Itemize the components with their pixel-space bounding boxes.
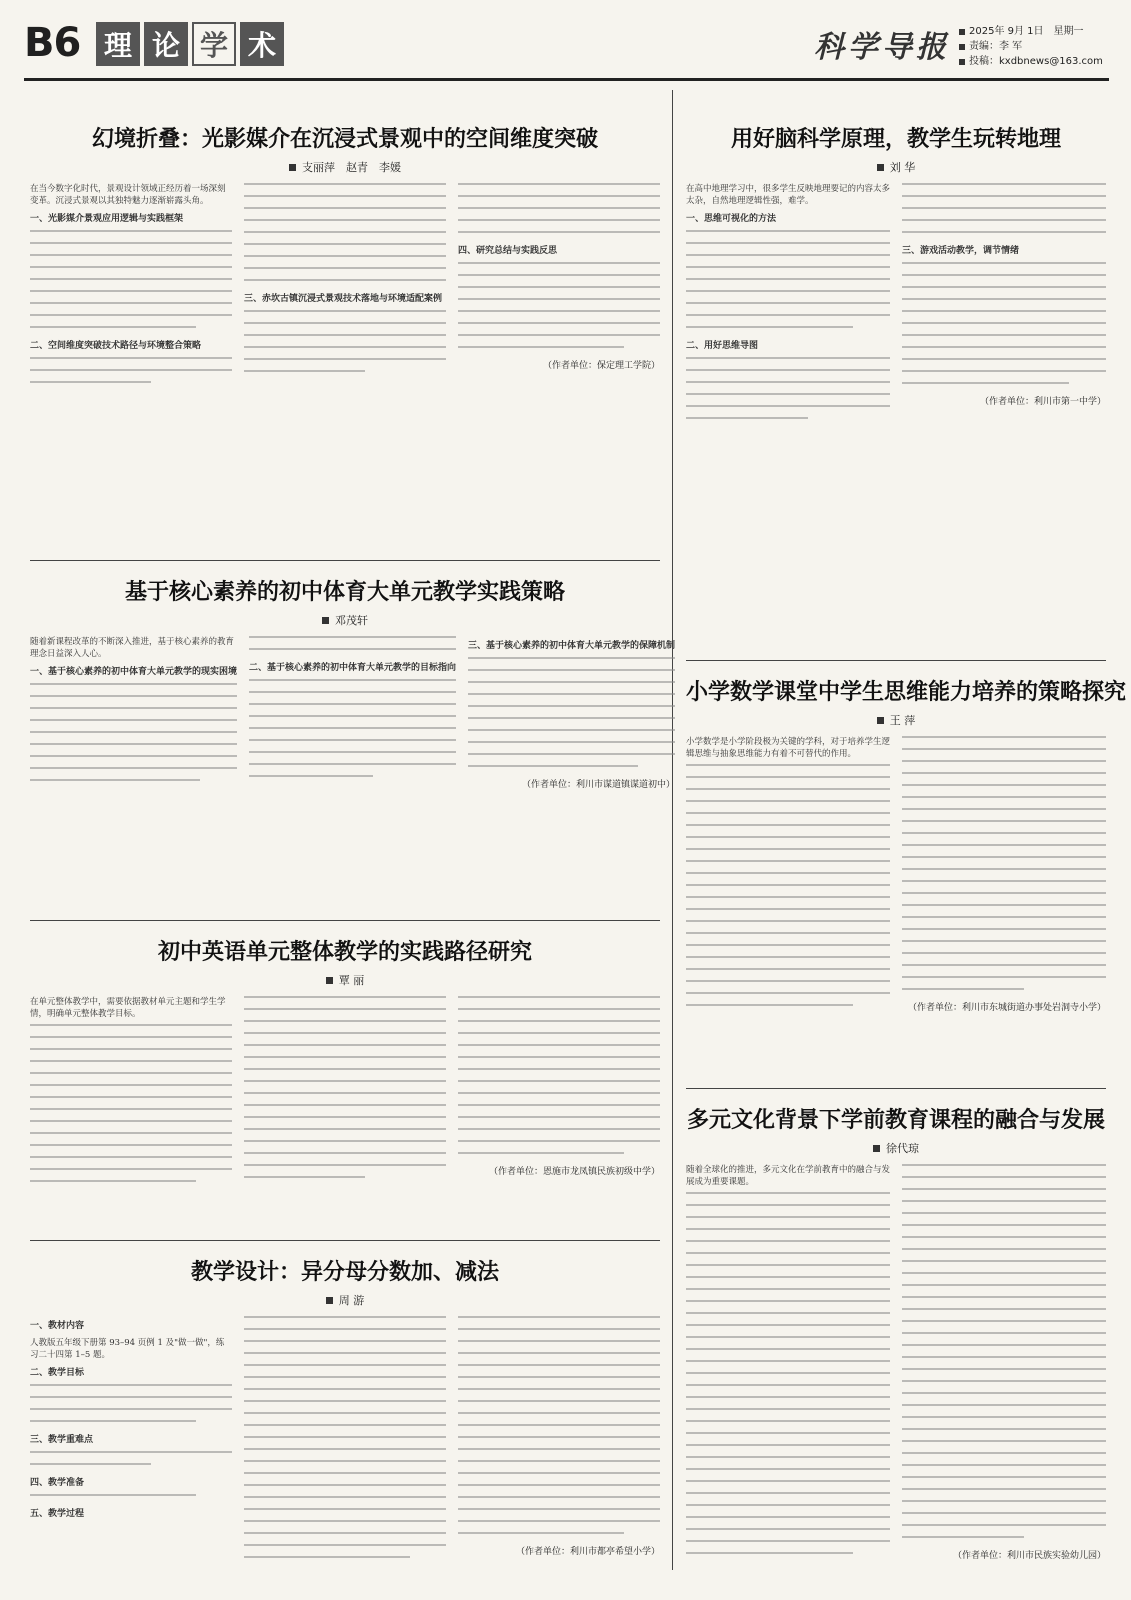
- header-rule: [24, 78, 1109, 81]
- article-math-thinking: [686, 675, 1127, 1016]
- byline-text: 徐代琼: [886, 1142, 919, 1155]
- article-title: 基于核心素养的初中体育大单元教学实践策略: [124, 580, 565, 605]
- subhead: 五、教学过程: [30, 1509, 85, 1519]
- section-rule: [30, 1240, 660, 1241]
- section-char: 术: [240, 22, 284, 66]
- article-body: [686, 183, 1106, 429]
- issue-editor: 责编：李 军: [969, 41, 1023, 52]
- column-divider: [672, 90, 673, 1570]
- byline-text: 王 萍: [889, 714, 916, 727]
- article-light-media: [30, 122, 660, 393]
- author-unit: （作者单位：利川市民族实验幼儿园）: [952, 1551, 1106, 1561]
- issue-email: 投稿：kxdbnews@163.com: [969, 56, 1103, 67]
- issue-date: 2025年 9月 1日 星期一: [969, 26, 1084, 37]
- article-body: [30, 636, 676, 791]
- byline-text: 支丽萍 赵青 李媛: [302, 161, 401, 174]
- author-unit: （作者单位：利川市第一中学）: [979, 397, 1106, 407]
- subhead: 二、基于核心素养的初中体育大单元教学的目标指向: [249, 663, 457, 673]
- page-number: B6: [24, 20, 81, 66]
- subhead: 三、教学重难点: [30, 1435, 94, 1445]
- section-rule: [686, 1088, 1106, 1089]
- byline-text: 邓茂轩: [335, 614, 368, 627]
- issue-info: [959, 24, 1103, 69]
- subhead: 四、教学准备: [30, 1478, 85, 1488]
- section-rule: [30, 560, 660, 561]
- byline-icon: [873, 1145, 880, 1152]
- bullet-icon: [959, 44, 965, 50]
- section-char: 学: [192, 22, 236, 66]
- article-title: 教学设计：异分母分数加、减法: [190, 1260, 499, 1285]
- section-char: 论: [144, 22, 188, 66]
- article-byline: [686, 159, 1106, 175]
- byline-icon: [322, 617, 329, 624]
- section-title: [96, 22, 288, 66]
- subhead: 一、教材内容: [30, 1321, 85, 1331]
- article-body: [30, 183, 660, 393]
- article-byline: [30, 159, 660, 175]
- author-unit: （作者单位：恩施市龙凤镇民族初级中学）: [488, 1167, 660, 1177]
- lead-paragraph: 在当今数字化时代，景观设计领域正经历着一场深刻变革。沉浸式景观以其独特魅力逐渐崭露头角。: [30, 184, 226, 206]
- lead-paragraph: 在单元整体教学中，需要依据教材单元主题和学生学情，明确单元整体教学目标。: [30, 997, 226, 1019]
- article-body: [30, 996, 660, 1192]
- article-brain-geography: [686, 122, 1106, 429]
- article-title: 幻境折叠：光影媒介在沉浸式景观中的空间维度突破: [91, 127, 598, 152]
- author-unit: （作者单位：利川市都亭希望小学）: [515, 1547, 660, 1557]
- lead-paragraph: 随着全球化的推进，多元文化在学前教育中的融合与发展成为重要课题。: [686, 1165, 891, 1187]
- article-title: 初中英语单元整体教学的实践路径研究: [157, 940, 532, 965]
- section-char: 理: [96, 22, 140, 66]
- lead-paragraph: 人教版五年级下册第 93–94 页例 1 及"做一做"，练习二十四第 1–5 题。: [30, 1338, 225, 1360]
- subhead: 三、赤坎古镇沉浸式景观技术落地与环境适配案例: [244, 294, 443, 304]
- article-byline: [686, 1140, 1106, 1156]
- lead-paragraph: 随着新课程改革的不断深入推进，基于核心素养的教育理念日益深入人心。: [30, 637, 235, 659]
- article-byline: [30, 1292, 660, 1308]
- byline-icon: [877, 717, 884, 724]
- subhead: 一、思维可视化的方法: [686, 214, 777, 224]
- masthead: [24, 18, 1109, 74]
- article-fraction-lesson: [30, 1255, 660, 1568]
- section-rule: [30, 920, 660, 921]
- author-unit: （作者单位：利川市东城街道办事处岩洞寺小学）: [907, 1003, 1106, 1013]
- byline-icon: [326, 977, 333, 984]
- lead-paragraph: 小学数学是小学阶段极为关键的学科，对于培养学生逻辑思维与抽象思维能力有着不可替代的作用。: [686, 737, 891, 759]
- article-byline: [30, 612, 660, 628]
- byline-icon: [289, 164, 296, 171]
- subhead: 二、空间维度突破技术路径与环境整合策略: [30, 341, 202, 351]
- bullet-icon: [959, 29, 965, 35]
- author-unit: （作者单位：保定理工学院）: [542, 361, 660, 371]
- byline-icon: [877, 164, 884, 171]
- subhead: 一、光影媒介景观应用逻辑与实践框架: [30, 214, 184, 224]
- byline-text: 周 游: [338, 1294, 365, 1307]
- article-body: [686, 736, 1106, 1016]
- article-body: [686, 1164, 1106, 1564]
- article-preschool-culture: [686, 1103, 1106, 1564]
- section-rule: [686, 660, 1106, 661]
- article-title: 用好脑科学原理，教学生玩转地理: [730, 127, 1061, 152]
- byline-text: 刘 华: [889, 161, 916, 174]
- subhead: 三、游戏活动教学，调节情绪: [902, 246, 1020, 256]
- byline-icon: [326, 1297, 333, 1304]
- article-body: [30, 1316, 660, 1568]
- lead-paragraph: 在高中地理学习中，很多学生反映地理要记的内容太多太杂，自然地理逻辑性强，难学。: [686, 184, 891, 206]
- author-unit: （作者单位：利川市谋道镇谋道初中）: [522, 780, 676, 790]
- article-title: 小学数学课堂中学生思维能力培养的策略探究: [686, 680, 1127, 705]
- subhead: 一、基于核心素养的初中体育大单元教学的现实困境: [30, 667, 238, 677]
- article-title: 多元文化背景下学前教育课程的融合与发展: [686, 1108, 1105, 1133]
- article-pe-teaching: [30, 575, 676, 791]
- byline-text: 覃 丽: [338, 974, 365, 987]
- subhead: 三、基于核心素养的初中体育大单元教学的保障机制: [468, 641, 676, 651]
- article-byline: [30, 972, 660, 988]
- subhead: 二、教学目标: [30, 1368, 85, 1378]
- article-english-unit: [30, 935, 660, 1192]
- bullet-icon: [959, 59, 965, 65]
- subhead: 二、用好思维导图: [686, 341, 759, 351]
- subhead: 四、研究总结与实践反思: [458, 246, 558, 256]
- paper-name-logo: 科学导报: [814, 30, 950, 65]
- article-byline: [686, 712, 1106, 728]
